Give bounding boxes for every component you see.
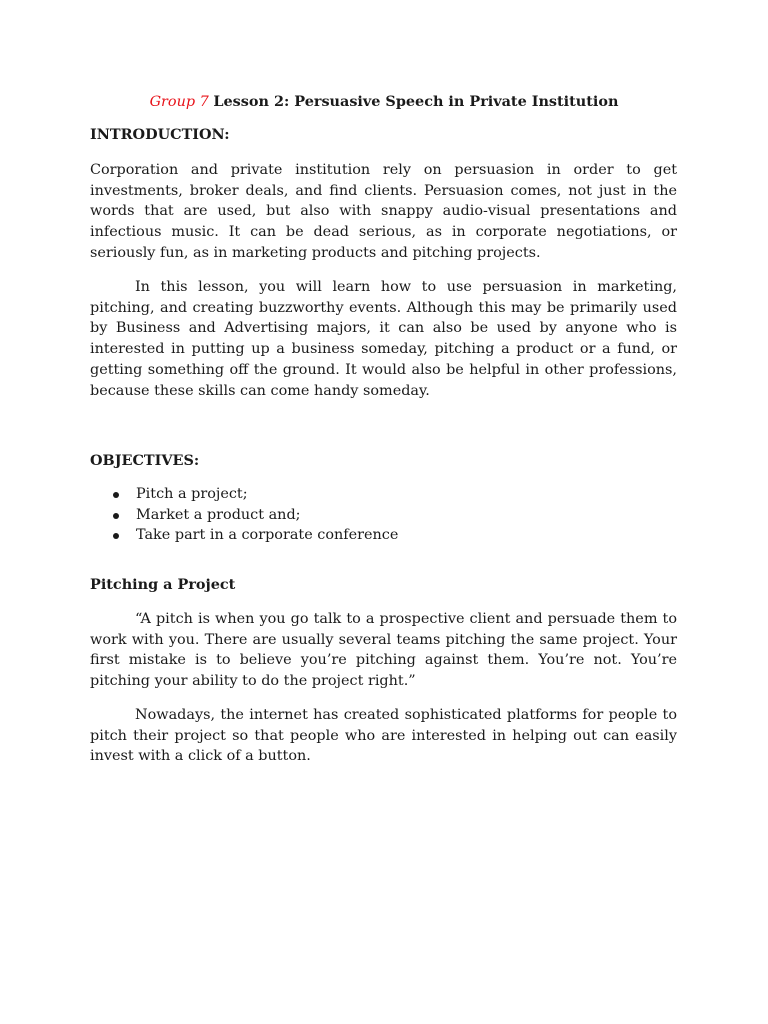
list-item (90, 505, 398, 526)
objective-text: Market a product and; (136, 506, 301, 523)
list-item (90, 484, 398, 505)
bullet-icon (113, 492, 119, 498)
objectives-heading: OBJECTIVES: (90, 452, 200, 469)
bullet-icon (113, 513, 119, 519)
pitching-paragraph-2: Nowadays, the internet has created sophisticated platforms for people to pitch their project so that people who are interested in helping out can easily invest with a click of a button. (90, 707, 677, 765)
objectives-list (90, 484, 398, 546)
introduction-paragraph-1: Corporation and private institution rely on persuasion in order to get investments, broker deals, and find clients. Persuasion comes, not just in the words that are used, but also with snappy audio-visual presentations and infectious music. It can be dead serious, as in corporate negotiations, or seriously fun, as in marketing products and pitching projects. (90, 162, 677, 261)
pitching-paragraph-1: “A pitch is when you go talk to a prospective client and persuade them to work with you. There are usually several teams pitching the same project. Your first mistake is to believe you’re pitching against them. You’re not. You’re pitching your ability to do the project right.” (90, 611, 677, 690)
introduction-heading: INTRODUCTION: (90, 126, 230, 143)
objective-text: Take part in a corporate conference (136, 527, 399, 544)
lesson-title: Lesson 2: Persuasive Speech in Private Institution (213, 93, 619, 110)
page-title (0, 92, 768, 112)
introduction-paragraph-2: In this lesson, you will learn how to use persuasion in marketing, pitching, and creating buzzworthy events. Although this may be primarily used by Business and Advertising majors, it can also be used by anyone who is interested in putting up a business someday, pitching a product or a fund, or getting something off the ground. It would also be helpful in other professions, because these skills can come handy someday. (90, 279, 677, 399)
pitching-heading: Pitching a Project (90, 576, 236, 593)
group-label: Group 7 (149, 94, 209, 110)
list-item (90, 525, 398, 546)
bullet-icon (113, 533, 119, 539)
objective-text: Pitch a project; (136, 486, 248, 502)
